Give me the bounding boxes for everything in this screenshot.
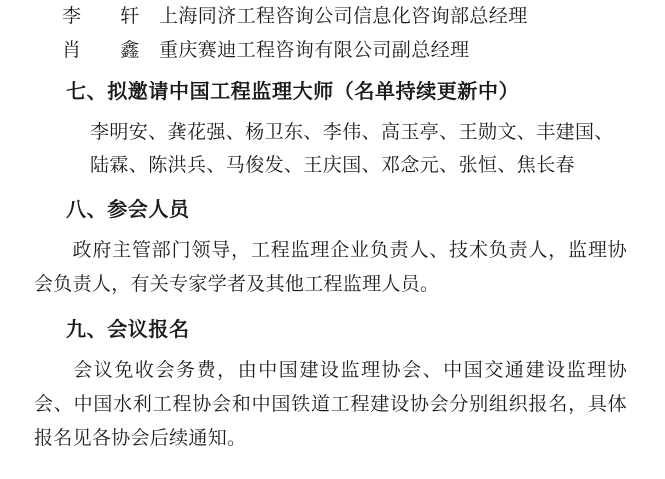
section-title-nine: 会议报名 bbox=[107, 319, 190, 341]
section-paragraph-nine bbox=[0, 354, 665, 456]
section-heading-seven bbox=[0, 74, 665, 110]
spacer bbox=[0, 302, 665, 312]
master-name-line-2: 陆霖、陈洪兵、马俊发、王庆国、邓念元、张恒、焦长春 bbox=[90, 155, 576, 176]
contact-entry-li-xuan: 李 轩 上海同济工程咨询公司信息化咨询部总经理 bbox=[62, 6, 528, 27]
section-title-seven: 拟邀请中国工程监理大师（名单持续更新中） bbox=[107, 81, 520, 103]
master-name-line-1: 李明安、龚花强、杨卫东、李伟、高玉亭、王勋文、丰建国、 bbox=[90, 122, 614, 143]
section-paragraph-eight-text: 政府主管部门领导，工程监理企业负责人、技术负责人，监理协会负责人，有关专家学者及其他工程监理人员。 bbox=[34, 240, 627, 295]
section-number-eight: 八、 bbox=[66, 199, 108, 221]
section-paragraph-eight bbox=[0, 234, 665, 302]
section-number-seven: 七、 bbox=[66, 81, 108, 103]
section-heading-eight bbox=[0, 192, 665, 228]
section-paragraph-nine-text: 会议免收会务费，由中国建设监理协会、中国交通建设监理协会、中国水利工程协会和中国铁道工程建设协会分别组织报名，具体报名见各协会后续通知。 bbox=[34, 360, 627, 449]
spacer bbox=[0, 182, 665, 192]
section-heading-nine bbox=[0, 312, 665, 348]
contact-entry-xiao-xin: 肖 鑫 重庆赛迪工程咨询有限公司副总经理 bbox=[62, 40, 470, 61]
section-title-eight: 参会人员 bbox=[107, 199, 190, 221]
section-number-nine: 九、 bbox=[66, 319, 108, 341]
